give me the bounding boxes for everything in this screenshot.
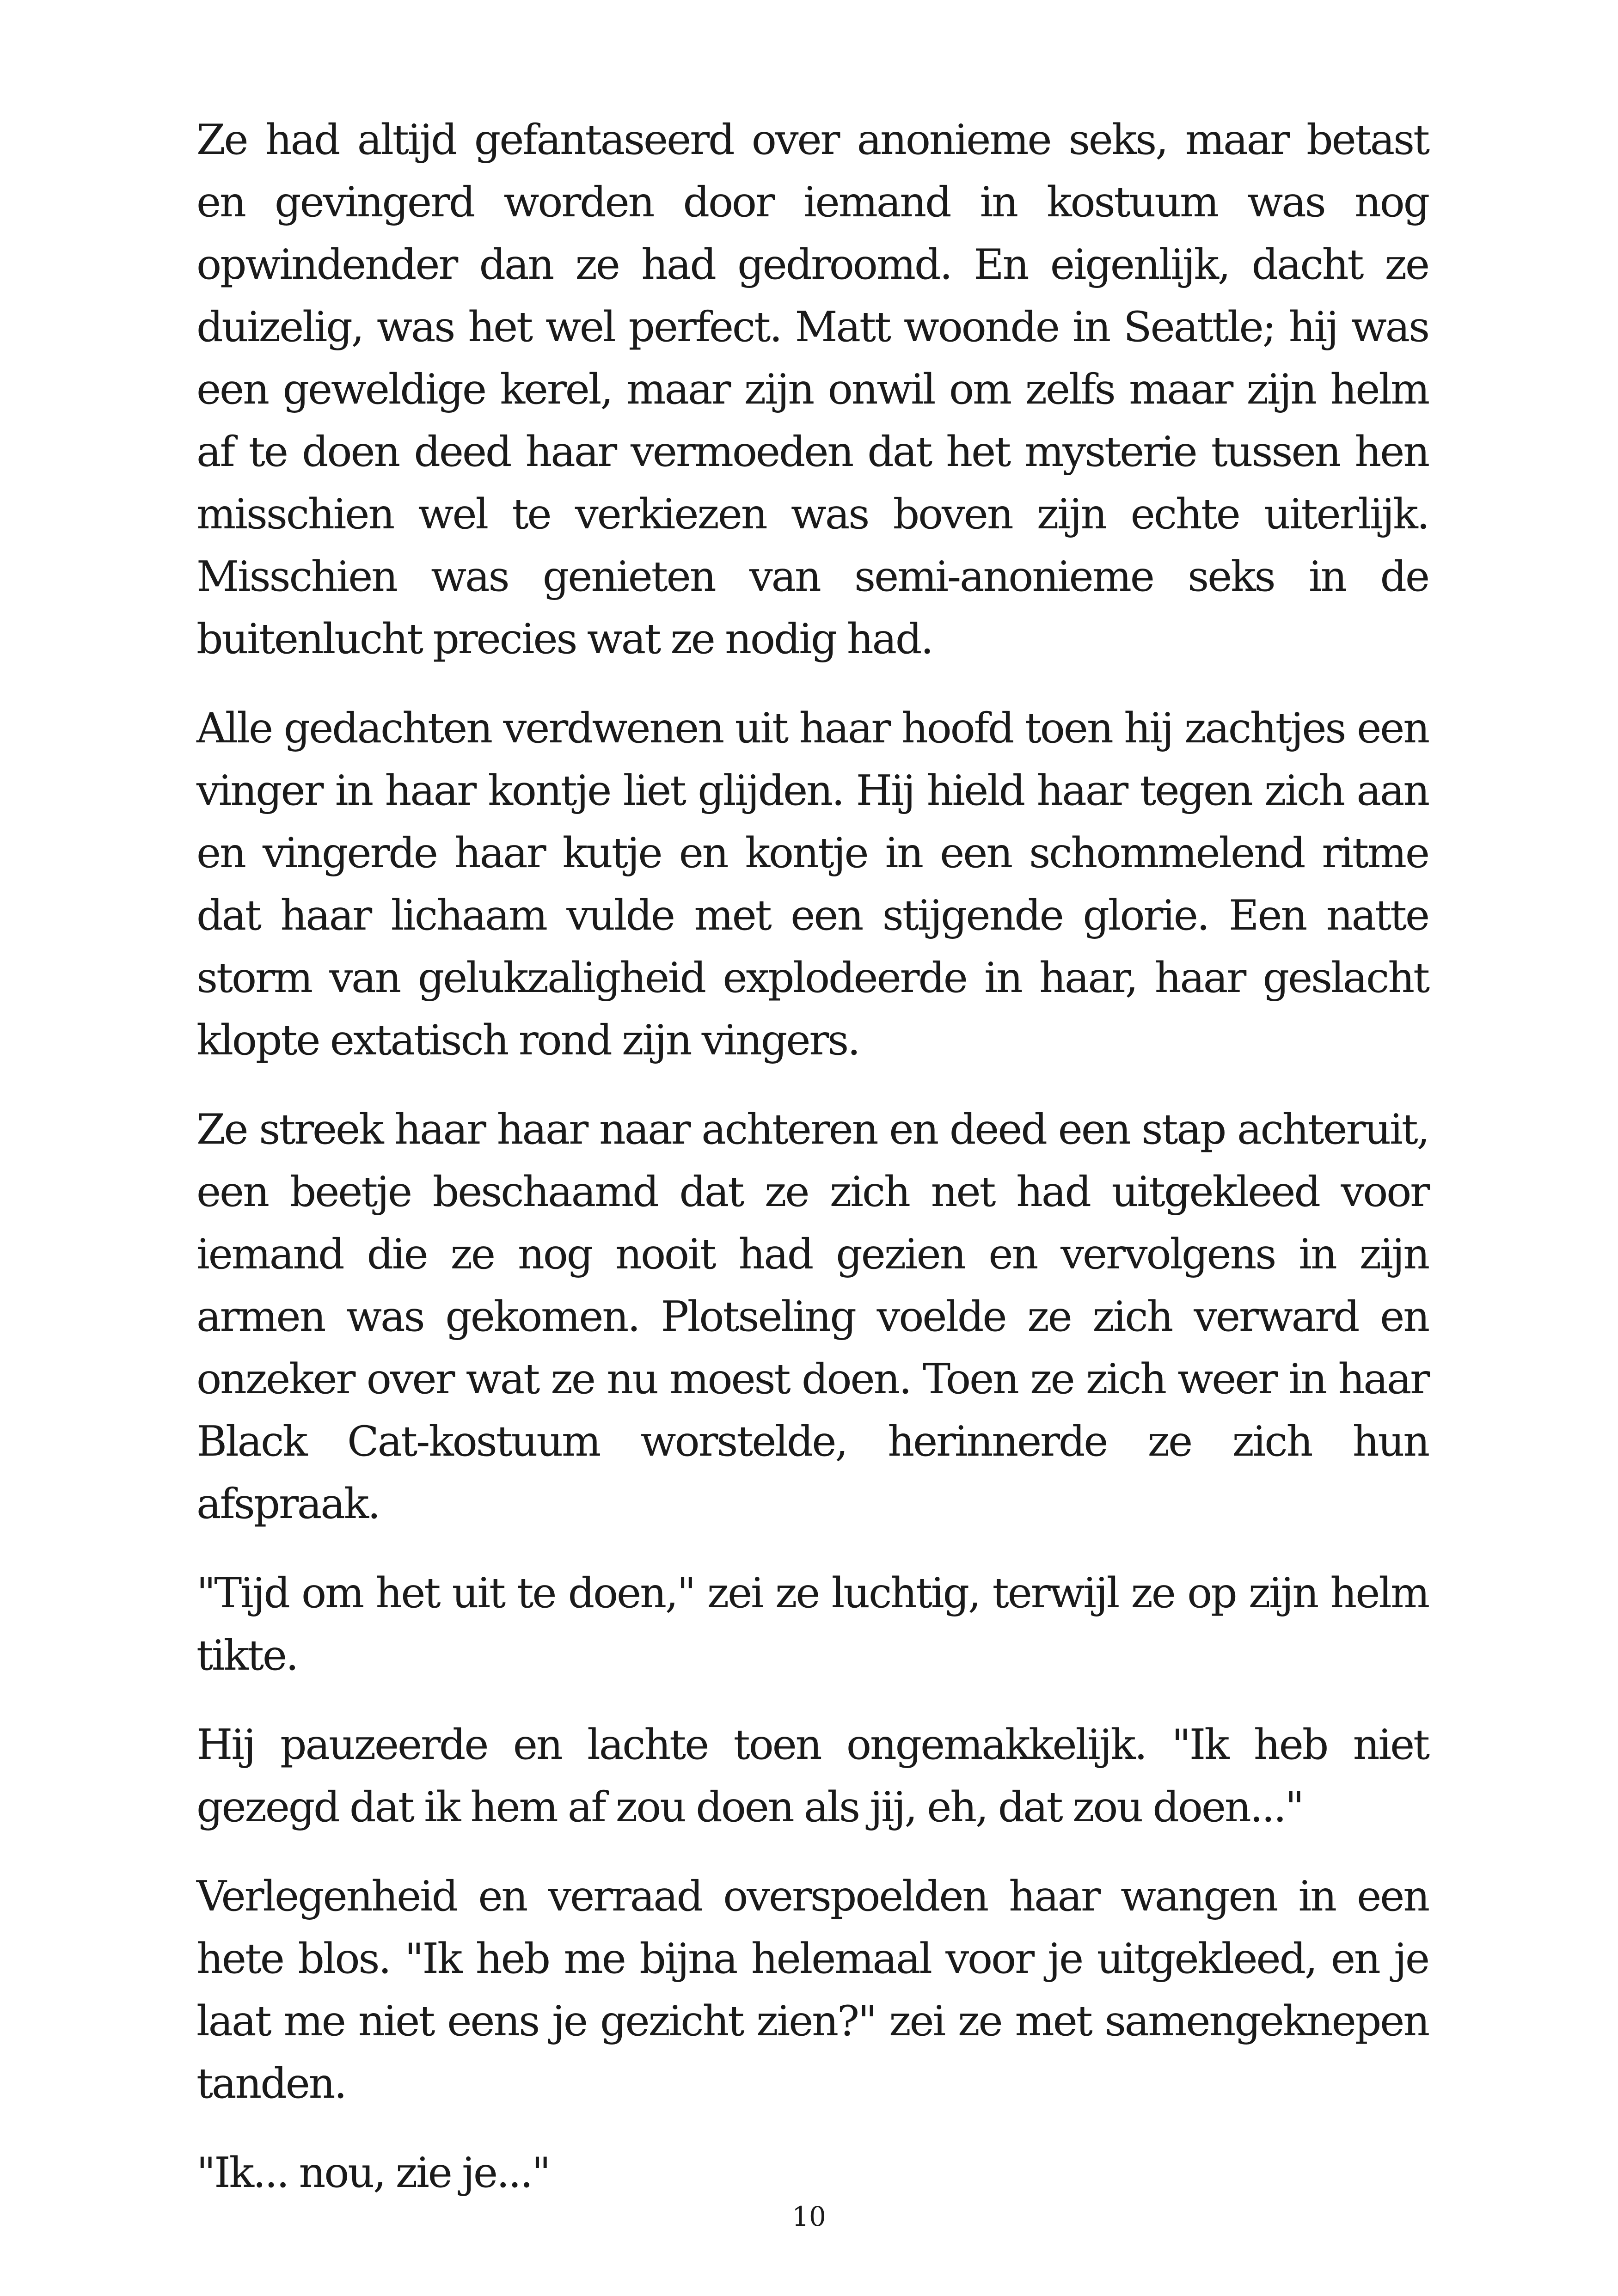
paragraph: Alle gedachten verdwenen uit haar hoofd toen hij zachtjes een vinger in haar kontje liet glijden. Hij hield haar tegen zich aan en vingerde haar kutje en kontje in een schommelend ritme dat haar lichaam vulde met een stijgende glorie. Een natte storm van gelukzaligheid explodeerde in haar, haar geslacht klopte extatisch rond zijn vingers.	[196, 704, 1428, 1065]
paragraph: Hij pauzeerde en lachte toen ongemakkelijk. "Ik heb niet gezegd dat ik hem af zou doen als jij, eh, dat zou doen..."	[196, 1720, 1428, 1831]
paragraph: "Tijd om het uit te doen," zei ze luchtig, terwijl ze op zijn helm tikte.	[196, 1569, 1428, 1680]
paragraph: Verlegenheid en verraad overspoelden haar wangen in een hete blos. "Ik heb me bijna helemaal voor je uitgekleed, en je laat me niet eens je gezicht zien?" zei ze met samengeknepen tanden.	[196, 1872, 1428, 2108]
page-number: 10	[792, 2201, 826, 2232]
paragraph: Ze streek haar haar naar achteren en deed een stap achteruit, een beetje beschaamd dat ze zich net had uitgekleed voor iemand die ze nog nooit had gezien en vervolgens in zijn armen was gekomen. Plotseling voelde ze zich verward en onzeker over wat ze nu moest doen. Toen ze zich weer in haar Black Cat-kostuum worstelde, herinnerde ze zich hun afspraak.	[196, 1105, 1428, 1528]
paragraph: Ze had altijd gefantaseerd over anonieme seks, maar betast en gevingerd worden door iemand in kostuum was nog opwindender dan ze had gedroomd. En eigenlijk, dacht ze duizelig, was het wel perfect. Matt woonde in Seattle; hij was een geweldige kerel, maar zijn onwil om zelfs maar zijn helm af te doen deed haar vermoeden dat het mysterie tussen hen misschien wel te verkiezen was boven zijn echte uiterlijk. Misschien was genieten van semi-anonieme seks in de buitenlucht precies wat ze nodig had.	[196, 116, 1428, 663]
page-body	[196, 109, 1428, 2231]
paragraph: "Ik... nou, zie je..."	[196, 2149, 550, 2197]
